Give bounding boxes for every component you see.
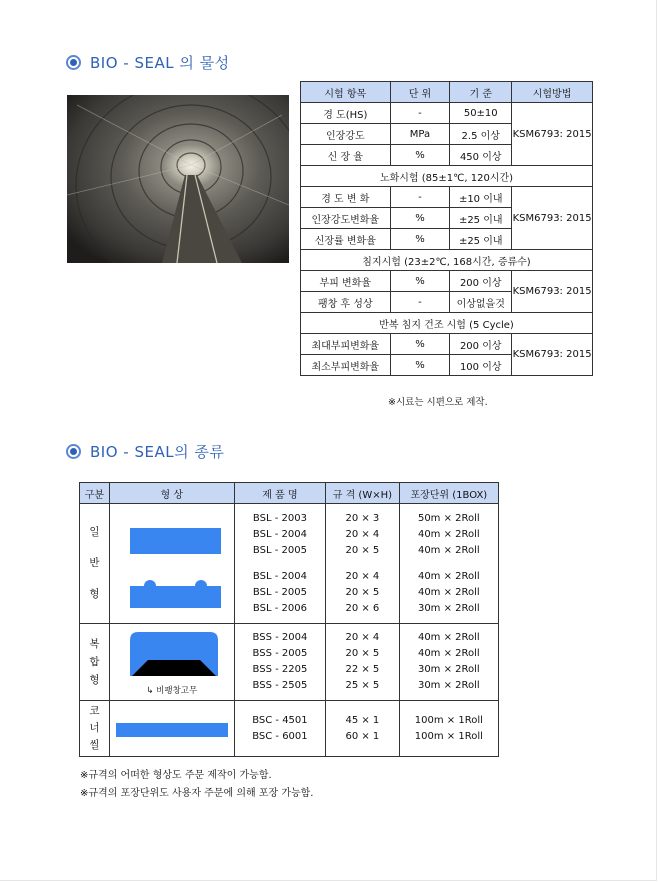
header-cell: 형 상	[109, 483, 234, 504]
unit-cell: MPa	[390, 124, 450, 145]
header-cell: 규 격 (W×H)	[326, 483, 400, 504]
unit-cell: -	[390, 292, 450, 313]
product-size: 22 × 5	[345, 664, 380, 675]
product-size: 20 × 5	[345, 544, 380, 556]
table-row	[301, 103, 593, 124]
category-char: 반	[89, 557, 100, 569]
tunnel-photo-icon	[67, 95, 289, 263]
product-names	[234, 701, 325, 757]
table-row	[301, 334, 593, 355]
standard-cell: 2.5 이상	[450, 124, 512, 145]
product-size: 20 × 5	[345, 648, 380, 659]
product-size: 20 × 6	[345, 602, 380, 614]
standard-cell: ±25 이내	[450, 229, 512, 250]
standard-cell: ±25 이내	[450, 208, 512, 229]
product-names	[234, 624, 325, 701]
product-pack: 30m × 2Roll	[417, 680, 480, 691]
category-char: 너	[89, 722, 100, 734]
item-cell: 경 도 변 화	[301, 187, 391, 208]
section-heading-types	[66, 441, 224, 462]
product-pack: 30m × 2Roll	[417, 602, 480, 614]
product-pack: 50m × 2Roll	[417, 512, 480, 524]
product-size: 20 × 5	[345, 586, 380, 598]
item-cell: 인장강도	[301, 124, 391, 145]
section-title: BIO - SEAL 의 물성	[90, 54, 230, 72]
corner-seal-icon	[110, 719, 234, 739]
shape-cell	[109, 504, 234, 624]
unit-cell: -	[390, 187, 450, 208]
header-cell: 포장단위 (1BOX)	[399, 483, 498, 504]
product-size: 60 × 1	[345, 730, 380, 742]
header-cell: 시험 항목	[301, 82, 391, 103]
product-names	[234, 504, 325, 624]
category-char: 복	[89, 638, 100, 650]
unit-cell: -	[390, 103, 450, 124]
seal-shape-icon	[110, 504, 234, 620]
product-name: BSS - 2005	[252, 648, 308, 659]
product-size: 45 × 1	[345, 714, 380, 726]
item-cell: 신장률 변화율	[301, 229, 391, 250]
standard-cell: 200 이상	[450, 271, 512, 292]
product-packs	[399, 701, 498, 757]
section-row	[301, 313, 593, 334]
bullet-icon	[66, 55, 81, 70]
product-name: BSL - 2004	[252, 528, 307, 540]
product-name: BSS - 2205	[252, 664, 308, 675]
product-packs	[399, 624, 498, 701]
product-name: BSC - 6001	[252, 730, 308, 742]
table-row	[301, 187, 593, 208]
product-name: BSL - 2003	[252, 512, 307, 524]
product-name: BSL - 2005	[252, 586, 307, 598]
standard-cell: 50±10	[450, 103, 512, 124]
product-packs	[399, 504, 498, 624]
footer-note: ※규격의 어떠한 형상도 주문 제작이 가능함.	[80, 770, 272, 781]
section-title: BIO - SEAL의 종류	[90, 443, 225, 461]
standard-cell: 200 이상	[450, 334, 512, 355]
non-expansive-rubber-caption: ↳ 비팽창고무	[146, 686, 198, 696]
table-row-composite	[80, 624, 499, 701]
standard-cell: 이상없을것	[450, 292, 512, 313]
product-sizes	[326, 624, 400, 701]
product-pack: 30m × 2Roll	[417, 664, 480, 675]
product-pack: 40m × 2Roll	[417, 648, 480, 659]
method-cell: KSM6793: 2015	[512, 334, 593, 376]
product-name: BSS - 2004	[252, 632, 308, 643]
footer-note: ※규격의 포장단위도 사용자 주문에 의해 포장 가능함.	[80, 788, 314, 799]
item-cell: 인장강도변화율	[301, 208, 391, 229]
product-name: BSL - 2005	[252, 544, 307, 556]
method-cell: KSM6793: 2015	[512, 271, 593, 313]
product-size: 20 × 4	[345, 528, 380, 540]
product-pack: 100m × 1Roll	[414, 730, 483, 742]
method-cell: KSM6793: 2015	[512, 187, 593, 250]
section-row	[301, 166, 593, 187]
shape-cell	[109, 624, 234, 701]
product-sizes	[326, 504, 400, 624]
product-pack: 40m × 2Roll	[417, 586, 480, 598]
header-cell: 기 준	[450, 82, 512, 103]
category-corner	[80, 701, 110, 757]
product-name: BSL - 2004	[252, 570, 307, 582]
product-size: 20 × 3	[345, 512, 380, 524]
product-name: BSS - 2505	[252, 680, 308, 691]
unit-cell: %	[390, 334, 450, 355]
item-cell: 경 도(HS)	[301, 103, 391, 124]
item-cell: 부피 변화율	[301, 271, 391, 292]
standard-cell: 100 이상	[450, 355, 512, 376]
header-cell: 제 품 명	[234, 483, 325, 504]
category-char: 형	[89, 588, 100, 600]
item-cell: 최대부피변화율	[301, 334, 391, 355]
section-row	[301, 250, 593, 271]
category-char: 형	[89, 674, 100, 686]
unit-cell: %	[390, 355, 450, 376]
category-char: 코	[89, 705, 100, 717]
product-pack: 40m × 2Roll	[417, 632, 480, 643]
product-pack: 40m × 2Roll	[417, 570, 480, 582]
table-row	[301, 271, 593, 292]
item-cell: 팽창 후 성상	[301, 292, 391, 313]
unit-cell: %	[390, 271, 450, 292]
table-row-general	[80, 504, 499, 624]
footer-notes	[80, 767, 314, 803]
table-header-row	[80, 483, 499, 504]
section-heading-properties	[66, 52, 230, 73]
product-size: 25 × 5	[345, 680, 380, 691]
category-char: 합	[89, 656, 100, 668]
types-table	[79, 482, 499, 757]
unit-cell: %	[390, 145, 450, 166]
product-name: BSC - 4501	[252, 714, 308, 726]
product-name: BSL - 2006	[252, 602, 307, 614]
product-pack: 40m × 2Roll	[417, 528, 480, 540]
shape-cell	[109, 701, 234, 757]
section-title-cell: 침지시험 (23±2℃, 168시간, 증류수)	[301, 250, 593, 271]
tunnel-photo	[67, 95, 289, 263]
product-pack: 100m × 1Roll	[414, 714, 483, 726]
standard-cell: 450 이상	[450, 145, 512, 166]
unit-cell: %	[390, 208, 450, 229]
category-char: 씰	[89, 739, 100, 751]
properties-table	[300, 81, 593, 376]
standard-cell: ±10 이내	[450, 187, 512, 208]
unit-cell: %	[390, 229, 450, 250]
header-cell: 시험방법	[512, 82, 593, 103]
product-size: 20 × 4	[345, 632, 380, 643]
item-cell: 최소부피변화율	[301, 355, 391, 376]
sample-note: ※시료는 시편으로 제작.	[388, 397, 488, 408]
composite-seal-icon	[110, 628, 234, 682]
product-sizes	[326, 701, 400, 757]
category-general	[80, 504, 110, 624]
header-cell: 구분	[80, 483, 110, 504]
section-title-cell: 노화시험 (85±1℃, 120시간)	[301, 166, 593, 187]
bullet-icon	[66, 444, 81, 459]
section-title-cell: 반복 침지 건조 시험 (5 Cycle)	[301, 313, 593, 334]
table-row-corner	[80, 701, 499, 757]
product-size: 20 × 4	[345, 570, 380, 582]
category-char: 일	[89, 526, 100, 538]
category-composite	[80, 624, 110, 701]
product-pack: 40m × 2Roll	[417, 544, 480, 556]
table-header-row	[301, 82, 593, 103]
item-cell: 신 장 율	[301, 145, 391, 166]
header-cell: 단 위	[390, 82, 450, 103]
method-cell: KSM6793: 2015	[512, 103, 593, 166]
